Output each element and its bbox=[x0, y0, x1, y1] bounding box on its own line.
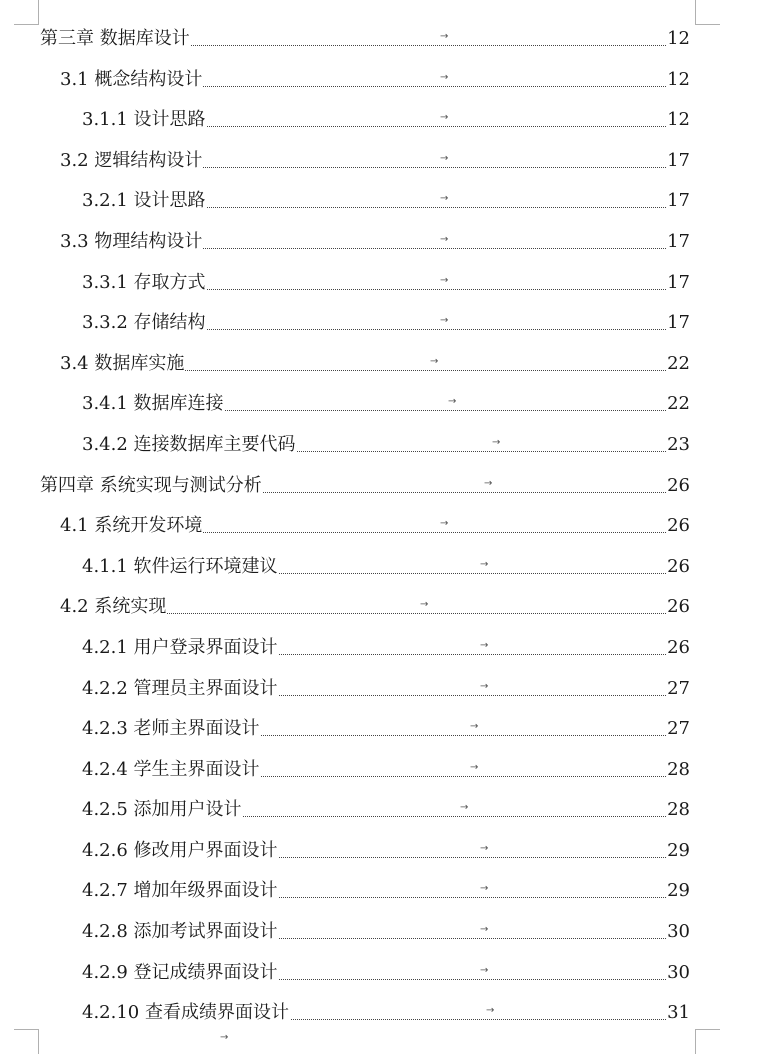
toc-entry[interactable] bbox=[0, 19, 762, 60]
toc-entry[interactable] bbox=[0, 263, 762, 304]
toc-entry-page-number: 17 bbox=[666, 263, 690, 304]
toc-entry-title: 4.2.8 添加考试界面设计 bbox=[82, 912, 279, 953]
toc-entry-page-number: 30 bbox=[666, 912, 690, 953]
toc-entry-page-number: 12 bbox=[666, 19, 690, 60]
toc-entry[interactable] bbox=[0, 912, 762, 953]
toc-entry-title: 3.4.2 连接数据库主要代码 bbox=[82, 425, 297, 466]
toc-entry-page-number: 17 bbox=[666, 303, 690, 344]
toc-entry-page-number: 17 bbox=[666, 141, 690, 182]
toc-entry-page-number: 28 bbox=[666, 750, 690, 791]
toc-entry[interactable] bbox=[0, 303, 762, 344]
tab-arrow-icon: → bbox=[440, 315, 449, 327]
toc-entry-title: 4.2.3 老师主界面设计 bbox=[82, 709, 261, 750]
table-of-contents bbox=[0, 19, 762, 1034]
toc-entry-title: 4.2.7 增加年级界面设计 bbox=[82, 871, 279, 912]
tab-arrow-icon: → bbox=[460, 802, 469, 814]
tab-arrow-icon: → bbox=[430, 355, 439, 367]
tab-arrow-icon: → bbox=[470, 721, 479, 733]
toc-entry[interactable] bbox=[0, 222, 762, 263]
toc-entry-title: 4.2.10 查看成绩界面设计 bbox=[82, 993, 290, 1034]
toc-entry-title: 4.2.9 登记成绩界面设计 bbox=[82, 953, 279, 994]
toc-entry-title: 第三章 数据库设计 bbox=[40, 19, 191, 60]
toc-entry-page-number: 26 bbox=[666, 628, 690, 669]
toc-entry-page-number: 31 bbox=[666, 993, 690, 1034]
toc-entry-page-number: 26 bbox=[666, 506, 690, 547]
toc-entry-page-number: 17 bbox=[666, 181, 690, 222]
toc-entry-page-number: 17 bbox=[666, 222, 690, 263]
paragraph-mark: → bbox=[220, 1032, 229, 1043]
toc-entry[interactable] bbox=[0, 425, 762, 466]
toc-entry-title: 3.4.1 数据库连接 bbox=[82, 384, 225, 425]
toc-entry-page-number: 30 bbox=[666, 953, 690, 994]
toc-entry-page-number: 29 bbox=[666, 871, 690, 912]
toc-entry-title: 4.2.2 管理员主界面设计 bbox=[82, 669, 279, 710]
toc-entry-page-number: 26 bbox=[666, 587, 690, 628]
tab-arrow-icon: → bbox=[440, 152, 449, 164]
toc-entry[interactable] bbox=[0, 466, 762, 507]
toc-entry-title: 4.1 系统开发环境 bbox=[60, 506, 203, 547]
tab-arrow-icon: → bbox=[448, 396, 457, 408]
toc-entry-title: 4.2.6 修改用户界面设计 bbox=[82, 831, 279, 872]
toc-entry-title: 3.2.1 设计思路 bbox=[82, 181, 207, 222]
tab-arrow-icon: → bbox=[480, 680, 489, 692]
tab-arrow-icon: → bbox=[440, 274, 449, 286]
tab-arrow-icon: → bbox=[492, 436, 501, 448]
toc-entry-page-number: 12 bbox=[666, 100, 690, 141]
toc-entry[interactable] bbox=[0, 750, 762, 791]
tab-arrow-icon: → bbox=[440, 112, 449, 124]
toc-entry[interactable] bbox=[0, 709, 762, 750]
tab-arrow-icon: → bbox=[440, 31, 449, 42]
toc-entry[interactable] bbox=[0, 100, 762, 141]
toc-entry[interactable] bbox=[0, 587, 762, 628]
tab-arrow-icon: → bbox=[484, 477, 493, 489]
tab-arrow-icon: → bbox=[486, 1005, 495, 1017]
toc-entry-page-number: 26 bbox=[666, 466, 690, 507]
tab-arrow-icon: → bbox=[420, 599, 429, 611]
toc-entry[interactable] bbox=[0, 141, 762, 182]
toc-entry-title: 3.1 概念结构设计 bbox=[60, 60, 203, 101]
toc-entry-title: 3.2 逻辑结构设计 bbox=[60, 141, 203, 182]
toc-entry[interactable] bbox=[0, 60, 762, 101]
toc-entry-page-number: 26 bbox=[666, 547, 690, 588]
tab-arrow-icon: → bbox=[480, 883, 489, 895]
toc-entry-title: 3.3.2 存储结构 bbox=[82, 303, 207, 344]
toc-entry-page-number: 27 bbox=[666, 709, 690, 750]
toc-entry[interactable] bbox=[0, 669, 762, 710]
toc-entry[interactable] bbox=[0, 628, 762, 669]
tab-arrow-icon: → bbox=[440, 233, 449, 245]
toc-entry-page-number: 23 bbox=[666, 425, 690, 466]
toc-entry-title: 第四章 系统实现与测试分析 bbox=[40, 466, 263, 507]
toc-entry[interactable] bbox=[0, 506, 762, 547]
toc-entry-title: 3.4 数据库实施 bbox=[60, 344, 185, 385]
toc-entry[interactable] bbox=[0, 384, 762, 425]
toc-entry[interactable] bbox=[0, 953, 762, 994]
toc-entry-page-number: 22 bbox=[666, 384, 690, 425]
toc-entry[interactable] bbox=[0, 871, 762, 912]
toc-entry-title: 3.3.1 存取方式 bbox=[82, 263, 207, 304]
tab-arrow-icon: → bbox=[470, 761, 479, 773]
toc-entry-title: 4.2.5 添加用户设计 bbox=[82, 790, 243, 831]
tab-arrow-icon: → bbox=[480, 842, 489, 854]
toc-entry[interactable] bbox=[0, 993, 762, 1034]
toc-entry[interactable] bbox=[0, 344, 762, 385]
tab-arrow-icon: → bbox=[480, 639, 489, 651]
toc-entry-title: 4.2 系统实现 bbox=[60, 587, 167, 628]
toc-entry-title: 4.2.1 用户登录界面设计 bbox=[82, 628, 279, 669]
toc-entry-page-number: 22 bbox=[666, 344, 690, 385]
toc-entry-title: 3.3 物理结构设计 bbox=[60, 222, 203, 263]
tab-arrow-icon: → bbox=[480, 558, 489, 570]
toc-entry-title: 3.1.1 设计思路 bbox=[82, 100, 207, 141]
toc-entry-title: 4.1.1 软件运行环境建议 bbox=[82, 547, 279, 588]
toc-entry[interactable] bbox=[0, 831, 762, 872]
toc-entry-title: 4.2.4 学生主界面设计 bbox=[82, 750, 261, 791]
toc-entry[interactable] bbox=[0, 547, 762, 588]
tab-arrow-icon: → bbox=[440, 71, 449, 83]
toc-entry[interactable] bbox=[0, 790, 762, 831]
tab-arrow-icon: → bbox=[480, 964, 489, 976]
toc-entry-page-number: 27 bbox=[666, 669, 690, 710]
tab-arrow-icon: → bbox=[440, 193, 449, 205]
toc-entry-page-number: 28 bbox=[666, 790, 690, 831]
toc-entry-page-number: 29 bbox=[666, 831, 690, 872]
toc-entry[interactable] bbox=[0, 181, 762, 222]
tab-arrow-icon: → bbox=[480, 924, 489, 936]
toc-entry-page-number: 12 bbox=[666, 60, 690, 101]
tab-arrow-icon: → bbox=[440, 518, 449, 530]
